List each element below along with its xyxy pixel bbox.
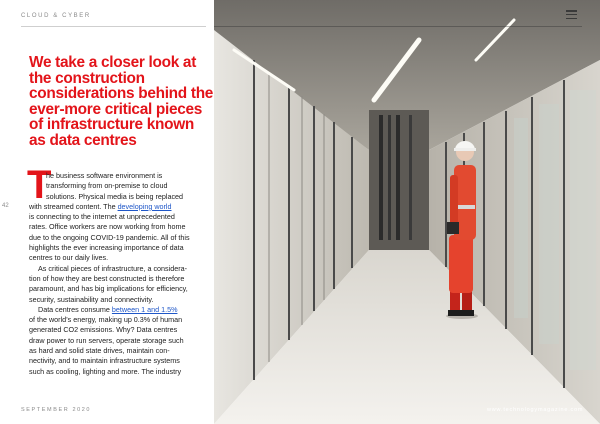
energy-stat-link[interactable]: between 1 and 1.5% [111, 304, 178, 314]
body-line: solutions. Physical media is being replaced [46, 191, 184, 201]
body-line: rates. Office workers are now working from home [29, 222, 186, 232]
body-line: due to the ongoing COVID-19 pandemic. All of this [29, 232, 190, 242]
body-line: he business software environment is [46, 171, 163, 180]
body-text: with streamed content. The [29, 201, 118, 211]
website-url[interactable]: www.technologymagazine.com [487, 407, 584, 413]
article-body [29, 171, 209, 377]
header-rule-photo [214, 26, 582, 27]
header-rule [21, 26, 206, 27]
body-line: tion of how they are best constructed is therefore [29, 273, 185, 283]
body-line: generated CO2 emissions. Why? Data centres [29, 325, 178, 335]
body-line: draw power to run servers, operate storage such [29, 335, 184, 345]
page-number: 42 [2, 203, 9, 209]
body-line: such as cooling, lighting and more. The industry [29, 366, 182, 376]
section-label: CLOUD & CYBER [21, 13, 91, 19]
body-line [29, 202, 209, 212]
body-line: transforming from on-premise to cloud [46, 181, 168, 191]
body-line: as hard and solid state drives, maintain con- [29, 346, 170, 356]
body-line: is connecting to the internet at unprecedented [29, 212, 175, 222]
body-line: security, sustainability and connectivity. [29, 294, 154, 304]
body-line: of the world’s energy, making up 0.3% of human [29, 315, 183, 325]
developing-world-link[interactable]: developing world [117, 201, 172, 211]
body-line: nectivity, and to maintain infrastructure systems [29, 356, 180, 366]
drop-cap: T [27, 163, 52, 207]
body-line: As critical pieces of infrastructure, a considera- [38, 263, 188, 273]
article-page [0, 0, 214, 424]
body-text: Data centres consume [38, 304, 112, 314]
body-line [29, 305, 209, 315]
hamburger-menu-icon[interactable] [566, 10, 577, 19]
article-headline: We take a closer look at the construction considerations behind the ever-more critical pieces of infrastructure known as data centres [29, 54, 214, 149]
body-line: paramount, and has big implications for efficiency, [29, 284, 188, 294]
photo-illustration [214, 0, 600, 424]
body-line: centres to our daily lives. [29, 253, 109, 263]
body-line: highlights the ever increasing importance of data [29, 243, 184, 253]
data-centre-photo [214, 0, 600, 424]
issue-date: SEPTEMBER 2020 [21, 407, 92, 413]
